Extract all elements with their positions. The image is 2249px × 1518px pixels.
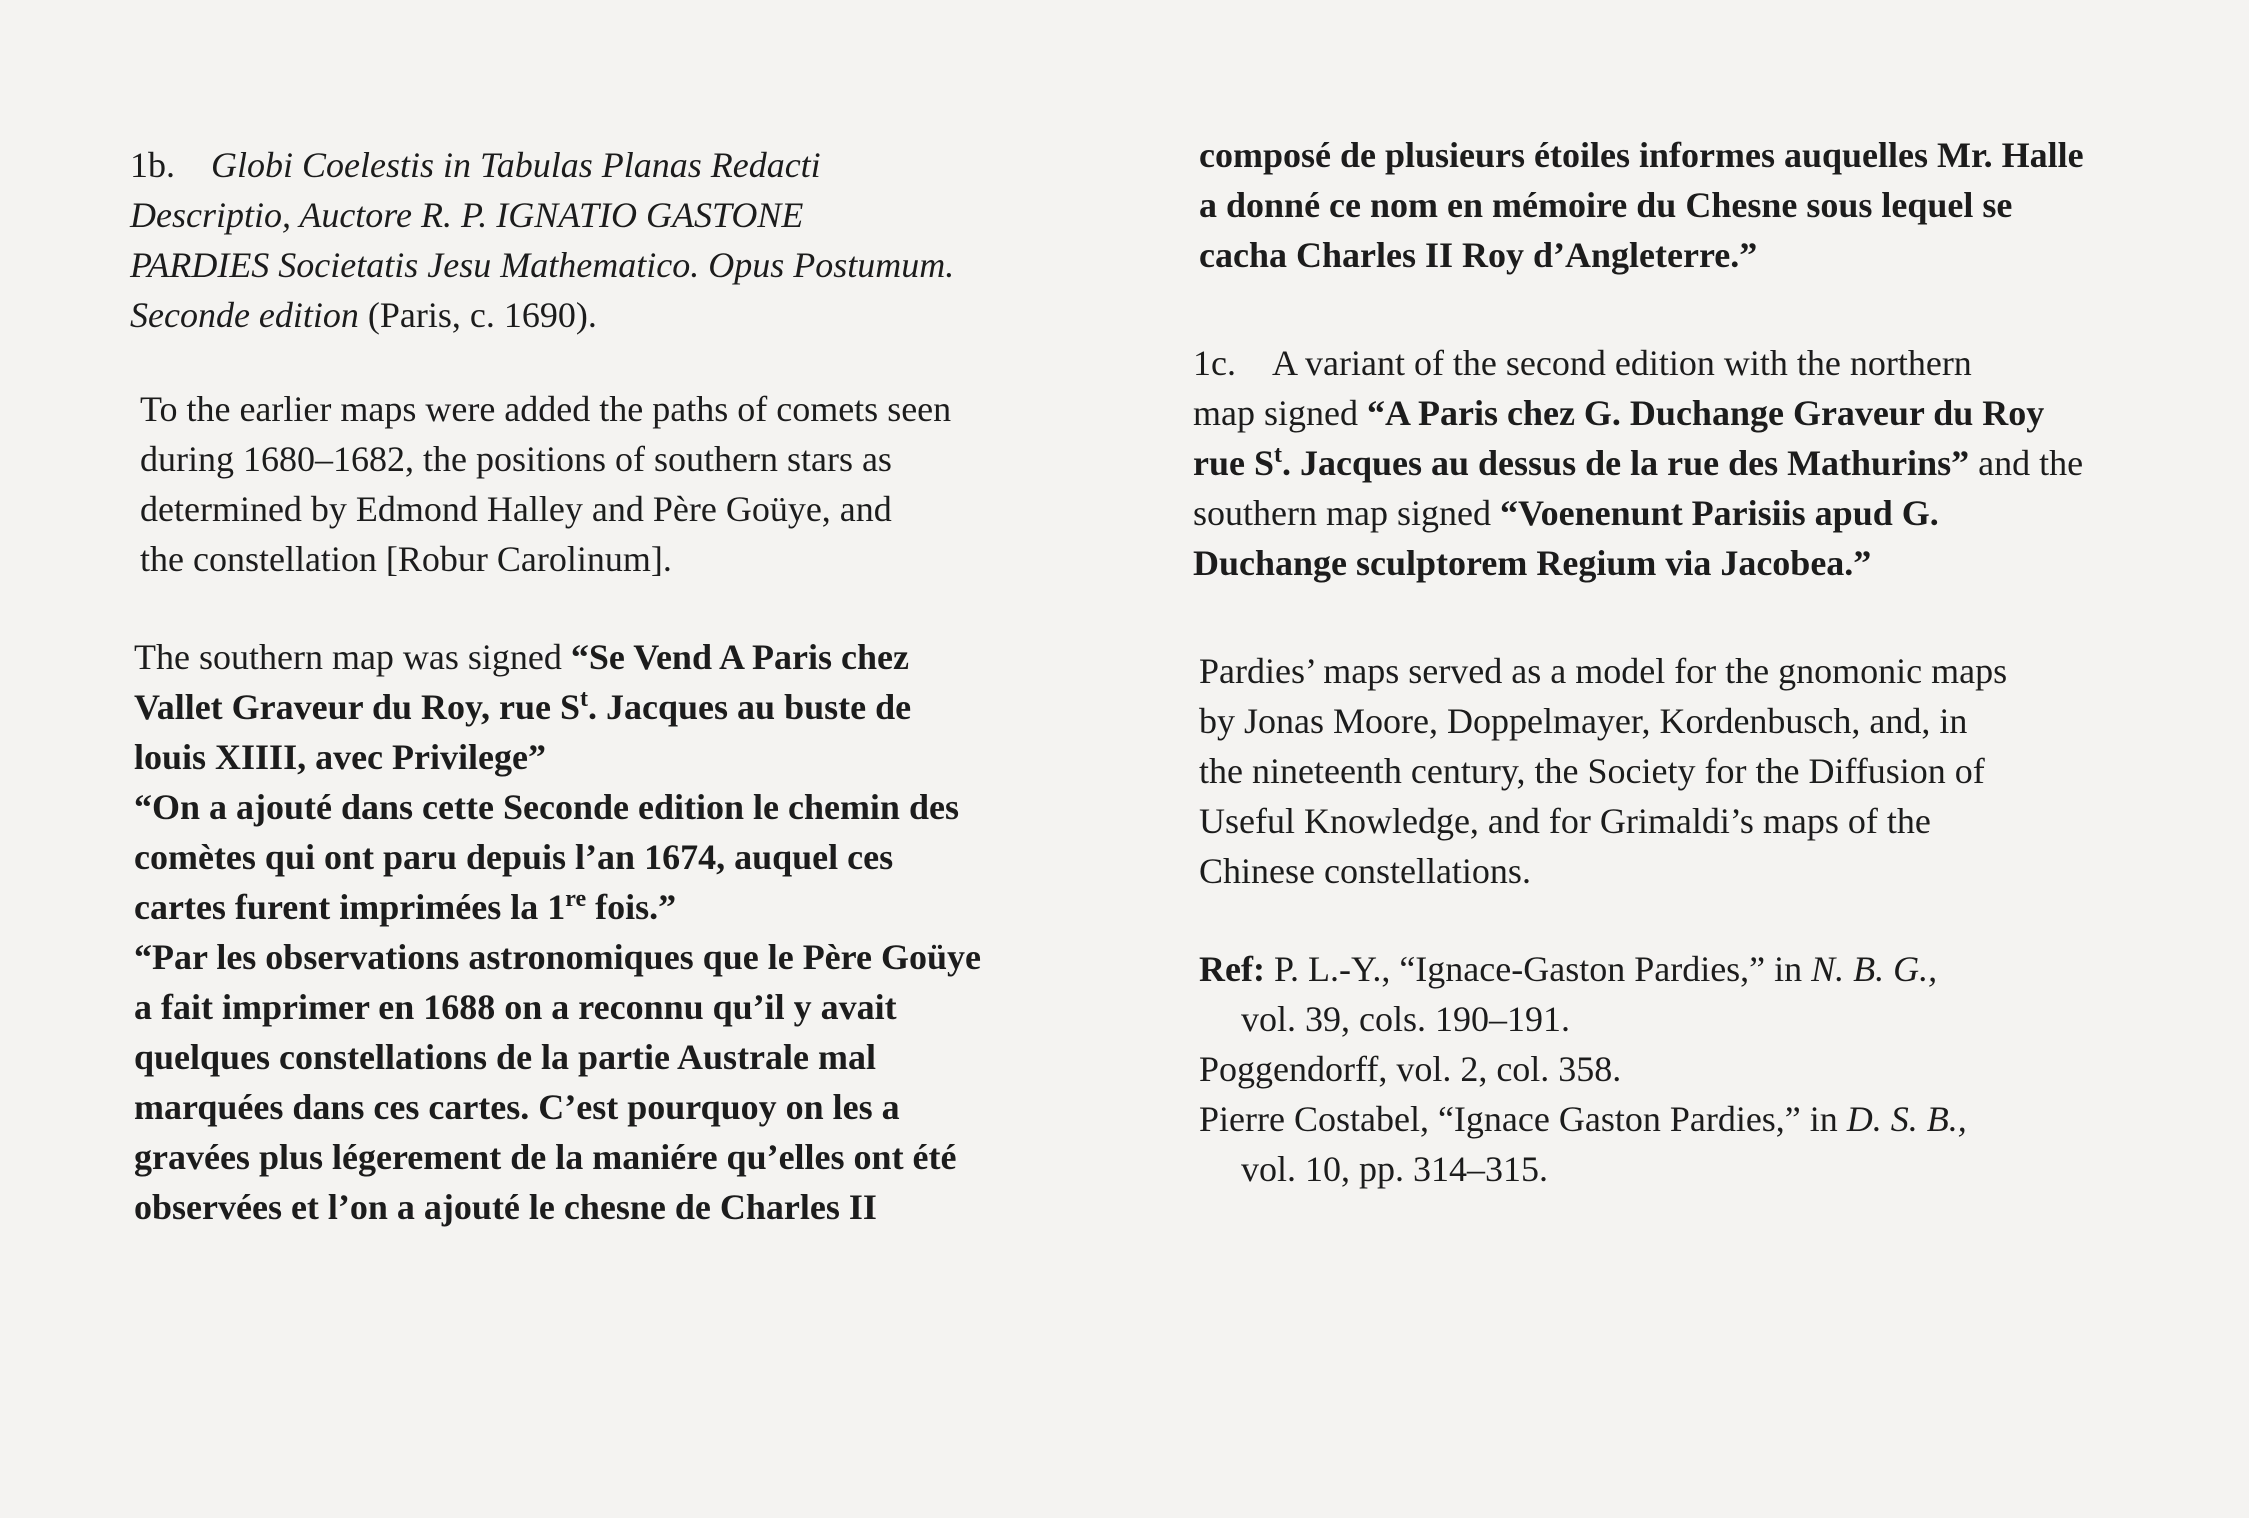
entry-1c-line-3c: and the [1969, 443, 2084, 483]
ref-1-line-1 [1199, 944, 2213, 994]
ref-3-text: Pierre Costabel, “Ignace Gaston Pardies,” in [1199, 1099, 1847, 1139]
entry-1b-title-line-2: Descriptio, Auctore R. P. IGNATIO GASTONE [130, 195, 804, 235]
description-line-1: To the earlier maps were added the paths of comets seen [140, 389, 952, 429]
quote1-line-2: comètes qui ont paru depuis l’an 1674, auquel ces [134, 837, 894, 877]
signature-line-2b: . Jacques au buste de [588, 687, 912, 727]
entry-1b-edition: Seconde edition [130, 295, 359, 335]
continuation-line-2: a donné ce nom en mémoire du Chesne sous lequel se [1199, 185, 2013, 225]
ref-label: Ref: [1199, 949, 1265, 989]
entry-1b-title-line-3: PARDIES Societatis Jesu Mathematico. Opus Postumum. [130, 245, 955, 285]
quote1-line-3b: fois.” [586, 887, 677, 927]
signature-line-2a: Vallet Graveur du Roy, rue S [134, 687, 581, 727]
pardies-line-5: Chinese constellations. [1199, 851, 1531, 891]
pardies-line-3: the nineteenth century, the Society for the Diffusion of [1199, 751, 1985, 791]
ref-3-source: D. S. B., [1846, 1099, 1967, 1139]
entry-1b-edition-date: (Paris, c. 1690). [358, 295, 597, 335]
description-line-4: the constellation [Robur Carolinum]. [140, 539, 672, 579]
pardies-maps-paragraph [1193, 646, 2213, 896]
ref-1-line-2: vol. 39, cols. 190–191. [1241, 999, 1570, 1039]
quote2-line-2: a fait imprimer en 1688 on a reconnu qu’il y avait [134, 987, 897, 1027]
entry-number-1b: 1b. [130, 145, 175, 185]
entry-1b-title-text-1: Globi Coelestis in Tabulas Planas Redacti [211, 145, 821, 185]
continuation-line-1: composé de plusieurs étoiles informes auquelles Mr. Halle [1199, 135, 2084, 175]
entry-1c-line-5: Duchange sculptorem Regium via Jacobea.” [1193, 543, 1872, 583]
references [1193, 944, 2213, 1194]
entry-1c-line-3 [1193, 438, 2213, 488]
signature-line-3: louis XIIII, avec Privilege” [134, 737, 546, 777]
ref-1-text: P. L.-Y., “Ignace-Gaston Pardies,” in [1264, 949, 1812, 989]
entry-1c [1193, 338, 2213, 588]
ref-3-line-1 [1199, 1094, 2213, 1144]
entry-1b-description [130, 384, 1120, 584]
quote2-line-1: “Par les observations astronomiques que le Père Goüye [134, 937, 981, 977]
pardies-line-4: Useful Knowledge, and for Grimaldi’s maps of the [1199, 801, 1931, 841]
entry-1b-title-line-4 [130, 290, 1120, 340]
entry-1b-signature [130, 632, 1120, 1232]
entry-number-1c: 1c. [1193, 343, 1236, 383]
quote1-line-3 [134, 882, 1120, 932]
signature-line-2 [134, 682, 1120, 732]
ref-2: Poggendorff, vol. 2, col. 358. [1199, 1049, 1622, 1089]
pardies-line-2: by Jonas Moore, Doppelmayer, Kordenbusch, and, in [1199, 701, 1968, 741]
entry-1c-text-1: A variant of the second edition with the northern [1271, 343, 1972, 383]
entry-1c-line-4 [1193, 488, 2213, 538]
entry-1c-line-4a: southern map signed [1193, 493, 1500, 533]
entry-1c-line-2a: map signed [1193, 393, 1367, 433]
quote2-line-4: marquées dans ces cartes. C’est pourquoy on les a [134, 1087, 900, 1127]
right-column [1193, 130, 2213, 1194]
quote2-line-3: quelques constellations de la partie Australe mal [134, 1037, 877, 1077]
entry-1c-line-4b: “Voenenunt Parisiis apud G. [1499, 493, 1939, 533]
continuation-line-3: cacha Charles II Roy d’Angleterre.” [1199, 235, 1758, 275]
entry-1c-line-1 [1193, 338, 2213, 388]
entry-1b-title-line-1 [130, 140, 1120, 190]
left-column [130, 140, 1120, 1232]
signature-sup: t [580, 686, 589, 712]
quote2-line-6: observées et l’on a ajouté le chesne de Charles II [134, 1187, 877, 1227]
quote2-line-5: gravées plus légerement de la maniére qu’elles ont été [134, 1137, 957, 1177]
description-line-2: during 1680–1682, the positions of southern stars as [140, 439, 892, 479]
signature-intro: The southern map was signed [134, 637, 571, 677]
quote1-line-3a: cartes furent imprimées la 1 [134, 887, 566, 927]
quote1-sup: re [565, 886, 587, 912]
entry-1c-line-2 [1193, 388, 2213, 438]
quote1-line-1: “On a ajouté dans cette Seconde edition le chemin des [134, 787, 959, 827]
entry-1c-line-3b: . Jacques au dessus de la rue des Mathurins” [1282, 443, 1970, 483]
quote-continuation [1193, 130, 2213, 280]
entry-1c-line-3a: rue S [1193, 443, 1274, 483]
signature-quote-start: “Se Vend A Paris chez [570, 637, 909, 677]
entry-1c-sup: t [1274, 442, 1282, 468]
entry-1c-line-2b: “A Paris chez G. Duchange Graveur du Roy [1366, 393, 2045, 433]
entry-1b-heading [130, 140, 1120, 340]
description-line-3: determined by Edmond Halley and Père Goüye, and [140, 489, 892, 529]
signature-line-1 [134, 632, 1120, 682]
ref-3-line-2: vol. 10, pp. 314–315. [1241, 1149, 1549, 1189]
ref-1-source: N. B. G., [1811, 949, 1938, 989]
pardies-line-1: Pardies’ maps served as a model for the gnomonic maps [1199, 651, 2008, 691]
